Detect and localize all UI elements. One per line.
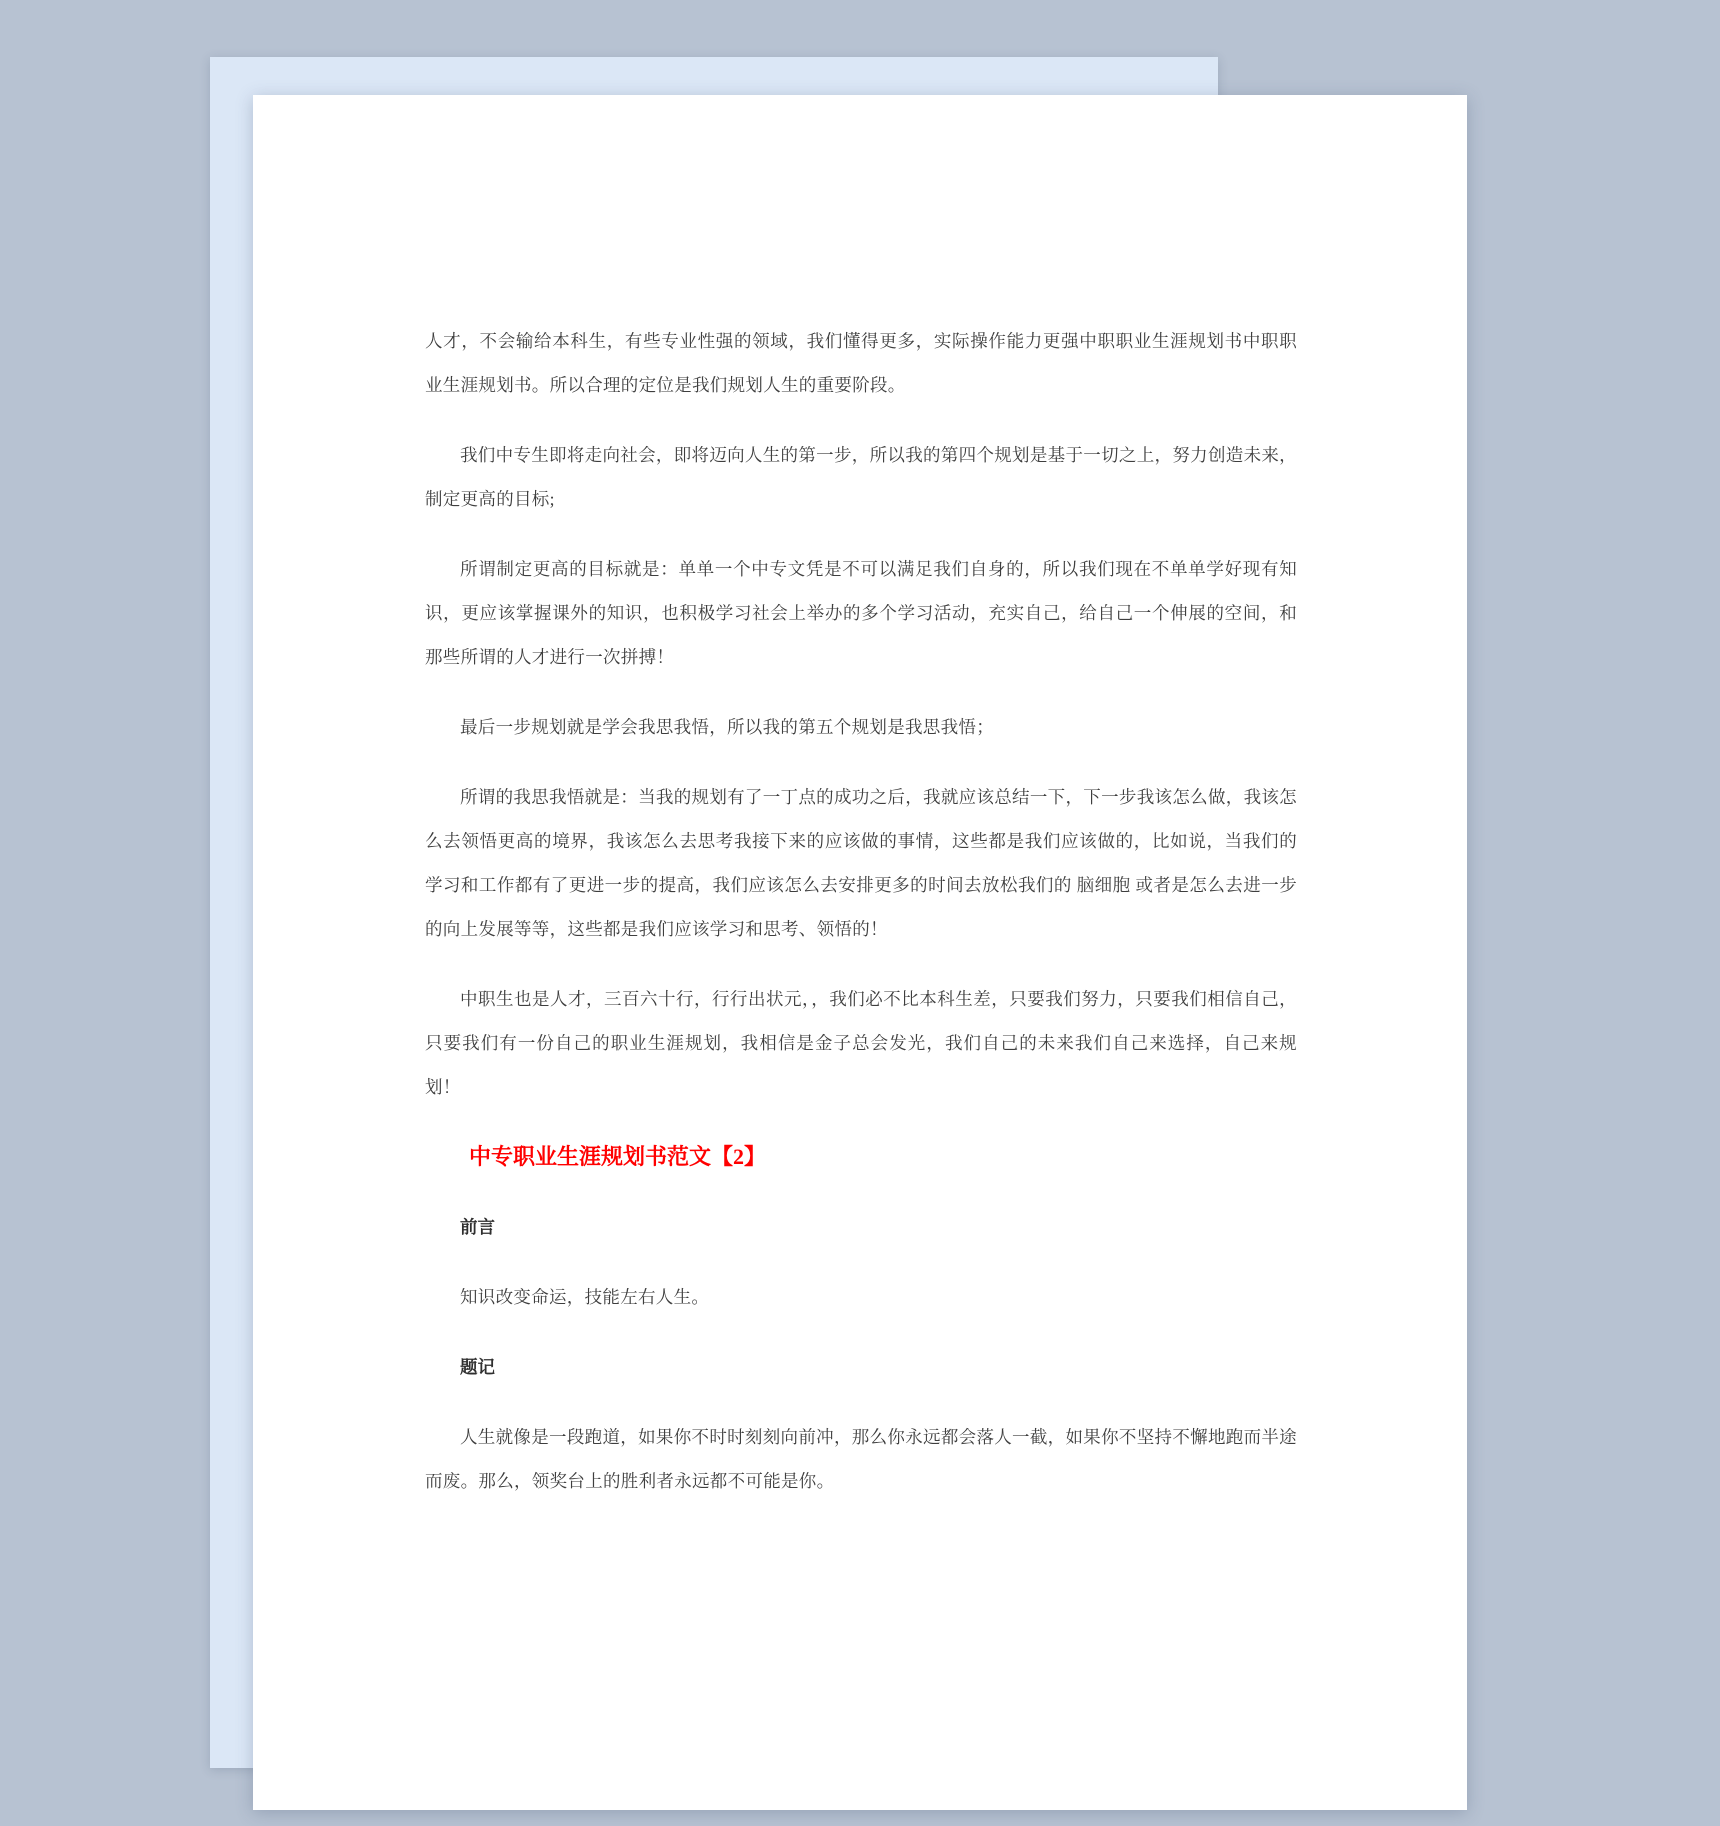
paragraph: 中职生也是人才，三百六十行，行行出状元，，我们必不比本科生差，只要我们努力，只要我们相信自己，只要我们有一份自己的职业生涯规划，我相信是金子总会发光，我们自己的未来我们自己来选择，自己来规划！ [425,989,1297,1097]
page-content [425,319,1297,1529]
paragraph: 人才，不会输给本科生，有些专业性强的领域，我们懂得更多，实际操作能力更强中职职业生涯规划书中职职业生涯规划书。所以合理的定位是我们规划人生的重要阶段。 [425,331,1297,395]
paragraph: 最后一步规划就是学会我思我悟，所以我的第五个规划是我思我悟； [460,717,994,737]
paragraph: 所谓的我思我悟就是：当我的规划有了一丁点的成功之后，我就应该总结一下，下一步我该怎么做，我该怎么去领悟更高的境界，我该怎么去思考我接下来的应该做的事情，这些都是我们应该做的，比如说，当我们的学习和工作都有了更进一步的提高，我们应该怎么去安排更多的时间去放松我们的 脑细胞 或者是怎么去进一步的向上发展等等，这些都是我们应该学习和思考、领悟的！ [425,787,1297,939]
motto-line: 知识改变命运，技能左右人生。 [460,1287,710,1307]
body-paragraphs [425,319,1297,1109]
subheading-foreword: 前言 [460,1217,495,1237]
document-page [253,95,1467,1810]
closing-paragraph: 人生就像是一段跑道，如果你不时时刻刻向前冲，那么你永远都会落人一截，如果你不坚持不懈地跑而半途而废。那么，领奖台上的胜利者永远都不可能是你。 [425,1427,1297,1491]
section-heading: 中专职业生涯规划书范文【2】 [469,1144,767,1169]
subheading-epigraph: 题记 [460,1357,495,1377]
paragraph: 我们中专生即将走向社会，即将迈向人生的第一步，所以我的第四个规划是基于一切之上，努力创造未来，制定更高的目标; [425,445,1297,509]
paragraph: 所谓制定更高的目标就是：单单一个中专文凭是不可以满足我们自身的，所以我们现在不单单学好现有知识，更应该掌握课外的知识，也积极学习社会上举办的多个学习活动，充实自己，给自己一个伸展的空间，和那些所谓的人才进行一次拼搏！ [425,559,1297,667]
